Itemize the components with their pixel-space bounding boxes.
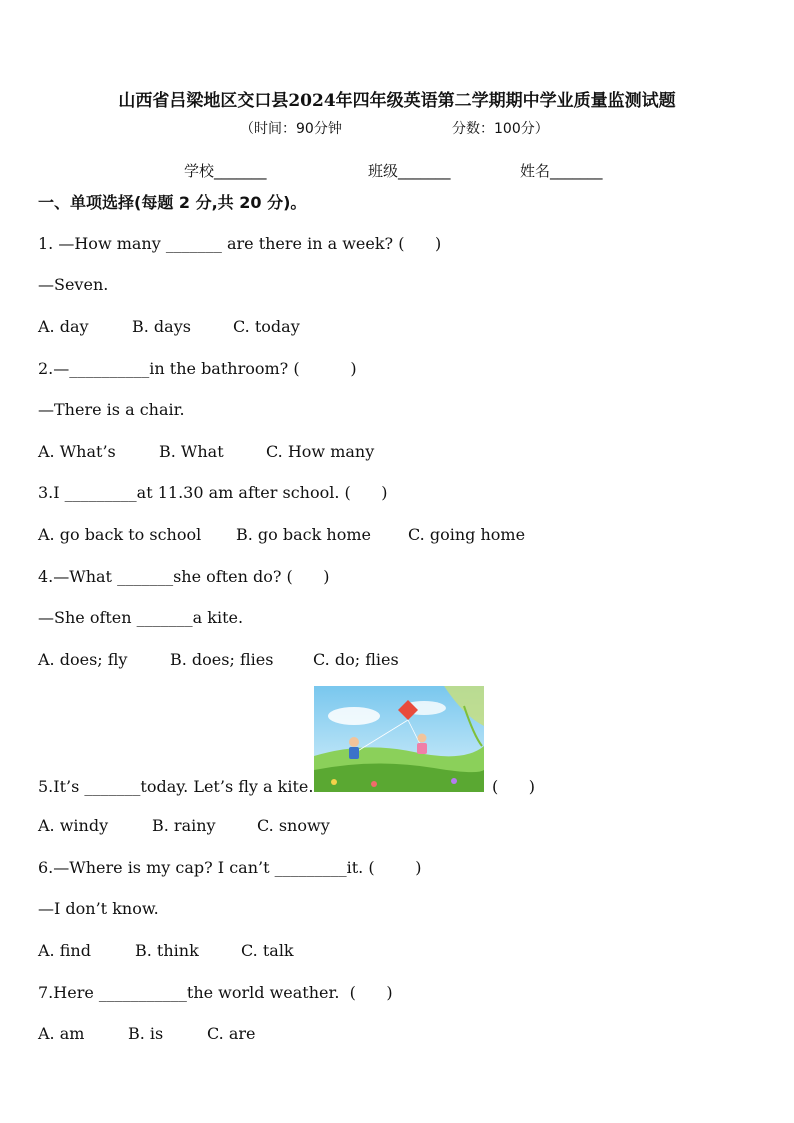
- question-stem: 1. —How many _______ are there in a week? ( ): [38, 234, 442, 253]
- exam-score: 分数：100分）: [452, 121, 549, 137]
- question-option: A. find: [38, 941, 91, 960]
- question-option: A. What’s: [38, 442, 116, 461]
- question-stem: 2.—__________in the bathroom? ( ): [38, 359, 357, 378]
- exam-title: 山西省吕梁地区交口县2024年四年级英语第二学期期中学业质量监测试题: [118, 91, 676, 111]
- question-option: C. talk: [241, 941, 294, 960]
- question-option: B. What: [159, 442, 224, 461]
- question-option: A. does; fly: [38, 650, 128, 669]
- question-option: A. go back to school: [38, 525, 202, 544]
- question-option: B. rainy: [152, 816, 216, 835]
- question-option: B. think: [135, 941, 199, 960]
- exam-time: （时间：90分钟: [240, 121, 342, 137]
- question-reply: —She often _______a kite.: [38, 608, 244, 627]
- question-reply: —I don’t know.: [38, 899, 159, 918]
- question-option: B. is: [128, 1024, 164, 1043]
- question-option: A. windy: [38, 816, 109, 835]
- question-option: B. go back home: [236, 525, 371, 544]
- question-stem: 6.—Where is my cap? I can’t _________it. ( ): [38, 858, 422, 877]
- question-option: C. are: [207, 1024, 256, 1043]
- question-option: A. day: [38, 317, 89, 336]
- question-option: C. snowy: [257, 816, 330, 835]
- question-option: A. am: [38, 1024, 85, 1043]
- answer-bracket: ( ): [492, 777, 535, 796]
- name-field: 姓名_______: [520, 162, 603, 180]
- question-reply: —Seven.: [38, 275, 109, 294]
- question-option: B. days: [132, 317, 191, 336]
- question-option: C. today: [233, 317, 300, 336]
- question-stem: 4.—What _______she often do? ( ): [38, 567, 330, 586]
- question-option: C. do; flies: [313, 650, 399, 669]
- school-field: 学校_______: [184, 162, 267, 180]
- question-option: B. does; flies: [170, 650, 274, 669]
- question-stem: 3.I _________at 11.30 am after school. ( ): [38, 483, 388, 502]
- question-stem: 7.Here ___________the world weather. ( ): [38, 983, 393, 1002]
- question-stem: 5.It’s _______today. Let’s fly a kite.: [38, 777, 314, 796]
- class-field: 班级_______: [368, 162, 451, 180]
- kite-flying-illustration: [314, 686, 484, 792]
- question-reply: —There is a chair.: [38, 400, 185, 419]
- question-option: C. going home: [408, 525, 526, 544]
- section-heading: 一、单项选择(每题 2 分,共 20 分)。: [38, 193, 307, 212]
- question-option: C. How many: [266, 442, 375, 461]
